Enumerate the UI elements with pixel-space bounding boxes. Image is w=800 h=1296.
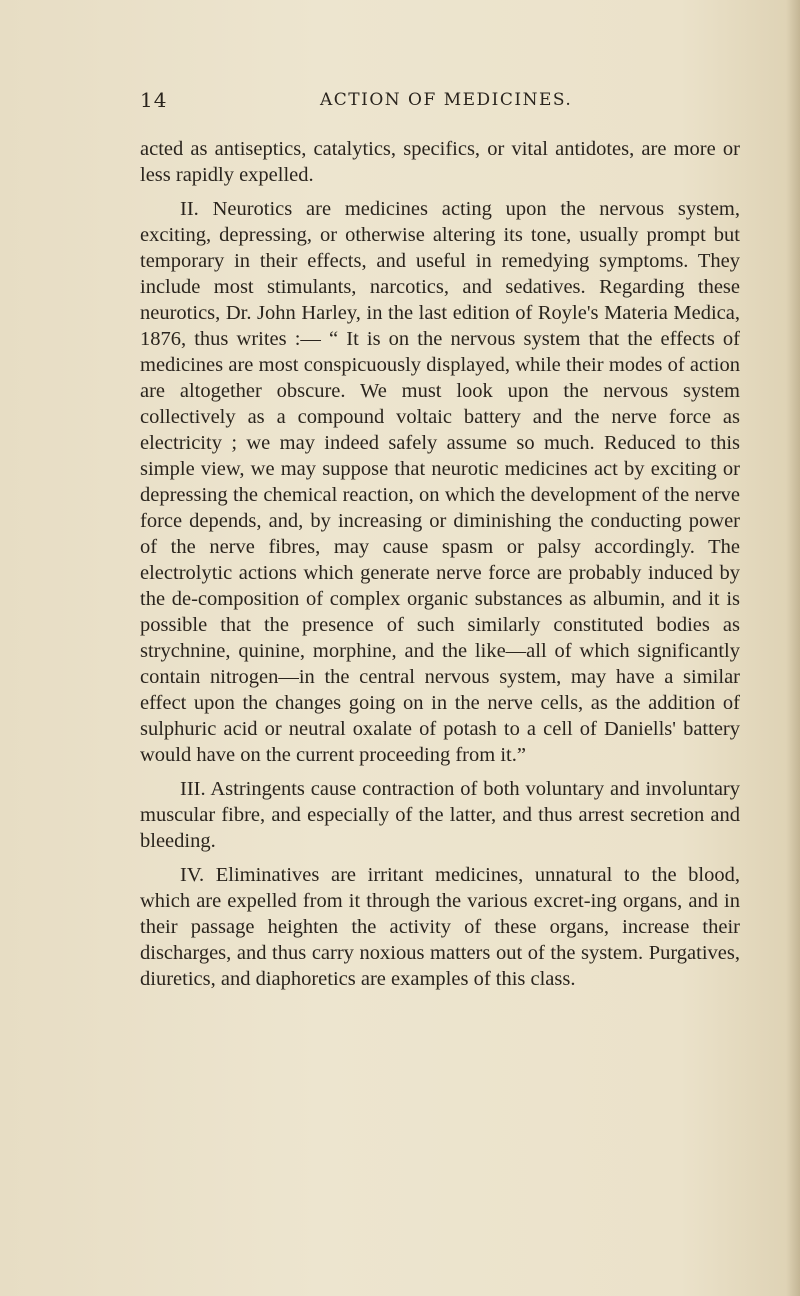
running-head: ACTION OF MEDICINES.: [320, 90, 573, 110]
page-number: 14: [140, 88, 168, 112]
paragraph-neurotics: II. Neurotics are medicines acting upon the nervous system, exciting, depressing, or otherwise altering its tone, usually prompt but temporary in their effects, and useful in remedying symptoms. They include most stimulants, narcotics, and sedatives. Regarding these neurotics, Dr. John Harley, in the last edition of Royle's Materia Medica, 1876, thus writes :— “ It is on the nervous system that the effects of medicines are most conspicuously displayed, while their modes of action are altogether obscure. We must look upon the nervous system collectively as a compound voltaic battery and the nerve force as electricity ; we may indeed safely assume so much. Reduced to this simple view, we may suppose that neurotic medicines act by exciting or depressing the chemical reaction, on which the development of the nerve force depends, and, by increasing or diminishing the conducting power of the nerve fibres, may cause spasm or palsy accordingly. The electrolytic actions which generate nerve force are probably induced by the de-composition of complex organic substances as albumin, and it is possible that the presence of such similarly constituted bodies as strychnine, quinine, morphine, and the like—all of which significantly contain nitrogen—in the central nervous system, may have a similar effect upon the changes going on in the nerve cells, as the addition of sulphuric acid or neutral oxalate of potash to a cell of Daniells' battery would have on the current proceeding from it.”: [140, 198, 740, 766]
paragraph-eliminatives: IV. Eliminatives are irritant medicines, unnatural to the blood, which are expelled from it through the various excret-ing organs, and in their passage heighten the activity of these organs, increase their discharges, and thus carry noxious matters out of the system. Purgatives, diuretics, and diaphoretics are examples of this class.: [140, 864, 740, 990]
page-header: [140, 88, 740, 116]
paragraph-continuation: acted as antiseptics, catalytics, specifics, or vital antidotes, are more or less rapidly expelled.: [140, 138, 740, 186]
page-edge-shadow: [786, 0, 800, 1296]
paragraph-astringents: III. Astringents cause contraction of both voluntary and involuntary muscular fibre, and especially of the latter, and thus arrest secretion and bleeding.: [140, 778, 740, 852]
body-text: [140, 136, 740, 1000]
